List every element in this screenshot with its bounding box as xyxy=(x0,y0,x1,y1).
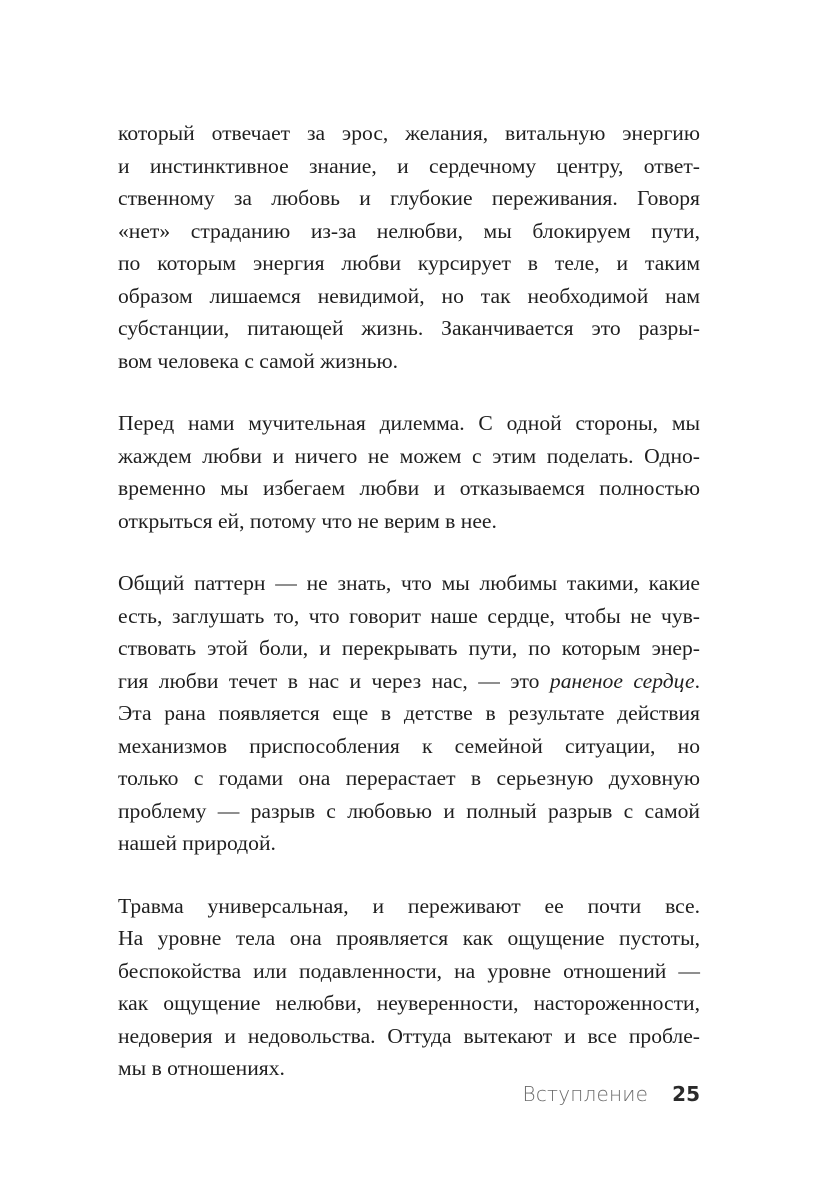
text-line: Общий паттерн — не знать, что мы любимы такими, какие xyxy=(118,571,700,595)
text-line: механизмов приспособления к семейной ситуации, но xyxy=(118,733,700,758)
text-line: Травма универсальная, и переживают ее почти все. xyxy=(118,893,700,918)
text-segment: гия любви течет в нас и через нас, — это xyxy=(118,668,550,693)
text-line: Перед нами мучительная дилемма. С одной стороны, мы xyxy=(118,411,700,435)
body-text xyxy=(118,117,700,1085)
text-line: ствовать этой боли, и перекрывать пути, по которым энер- xyxy=(118,636,700,660)
text-line: и инстинктивное знание, и сердечному центру, ответ- xyxy=(118,153,700,178)
text-line: мы в отношениях. xyxy=(118,1056,285,1080)
text-line: открыться ей, потому что не верим в нее. xyxy=(118,508,497,533)
paragraph-1 xyxy=(118,117,700,377)
text-line: временно мы избегаем любви и отказываемся полностью xyxy=(118,476,700,500)
paragraph-2 xyxy=(118,407,700,537)
text-line: «нет» страданию из-за нелюбви, мы блокируем пути, xyxy=(118,218,700,243)
text-line: проблему — разрыв с любовью и полный разрыв с самой xyxy=(118,798,700,823)
text-line: субстанции, питающей жизнь. Заканчивается это разры- xyxy=(118,316,700,340)
text-line: который отвечает за эрос, желания, витальную энергию xyxy=(118,121,700,145)
running-head: Вступление xyxy=(522,1082,649,1106)
paragraph-3 xyxy=(118,567,700,860)
text-line-emphasis xyxy=(118,665,700,698)
text-line: по которым энергия любви курсирует в теле, и таким xyxy=(118,251,700,275)
text-line: На уровне тела она проявляется как ощущение пустоты, xyxy=(118,926,700,950)
text-line: беспокойства или подавленности, на уровне отношений — xyxy=(118,958,700,983)
text-line: жаждем любви и ничего не можем с этим поделать. Одно- xyxy=(118,443,700,468)
text-segment: . xyxy=(694,668,701,693)
text-line: есть, заглушать то, что говорит наше сердце, чтобы не чув- xyxy=(118,603,700,628)
text-line: ственному за любовь и глубокие переживания. Говоря xyxy=(118,186,700,210)
page-footer xyxy=(500,1079,700,1109)
emphasized-term: раненое сердце xyxy=(549,668,695,693)
paragraph-4 xyxy=(118,890,700,1085)
text-line: нашей природой. xyxy=(118,831,276,855)
text-line: недоверия и недовольства. Оттуда вытекают и все пробле- xyxy=(118,1023,700,1048)
page-number: 25 xyxy=(672,1082,700,1106)
text-line: образом лишаемся невидимой, но так необходимой нам xyxy=(118,283,700,308)
text-line: Эта рана появляется еще в детстве в результате действия xyxy=(118,701,700,725)
text-line: вом человека с самой жизнью. xyxy=(118,348,399,373)
text-line: как ощущение нелюбви, неуверенности, настороженности, xyxy=(118,991,700,1015)
text-line: только с годами она перерастает в серьезную духовную xyxy=(118,766,700,790)
